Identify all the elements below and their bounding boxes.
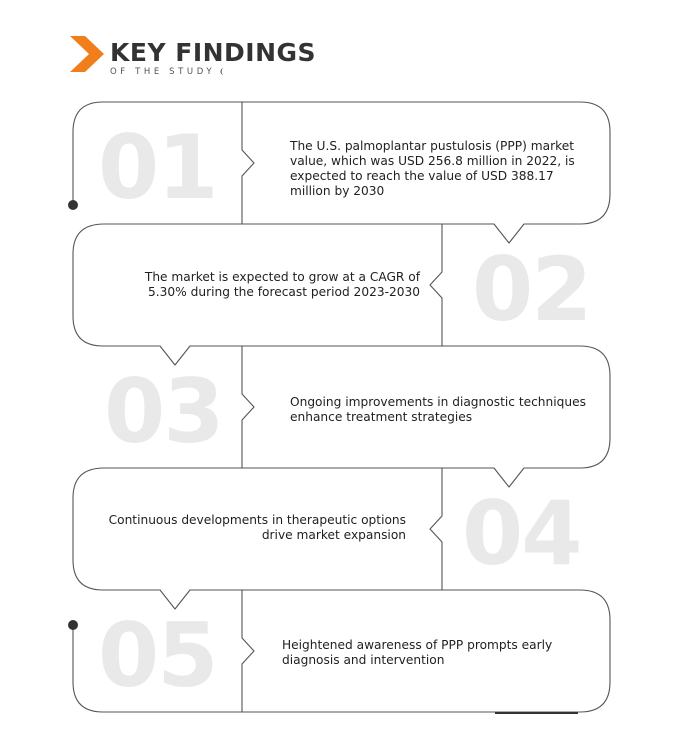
finding-5-text: Heightened awareness of PPP prompts early diagnosis and intervention (282, 638, 553, 667)
finding-4-number: 04 (462, 482, 581, 585)
finding-4-text: Continuous developments in therapeutic options drive market expansion (108, 513, 406, 542)
finding-5-separator (242, 590, 254, 712)
finding-5-number: 05 (98, 604, 217, 707)
page-subtitle: OF THE STUDY (110, 67, 216, 77)
flow-end-dot (68, 620, 78, 630)
finding-1-separator (242, 102, 254, 224)
finding-2-separator (430, 224, 442, 346)
finding-2-number: 02 (472, 238, 591, 341)
finding-3-number: 03 (104, 360, 223, 463)
finding-3-text: Ongoing improvements in diagnostic techniques enhance treatment strategies (290, 395, 586, 424)
finding-2-text: The market is expected to grow at a CAGR of 5.30% during the forecast period 2023-2030 (144, 270, 420, 299)
page-title: KEY FINDINGS (110, 38, 317, 67)
finding-4-separator (430, 468, 442, 590)
finding-1-text: The U.S. palmoplantar pustulosis (PPP) market value, which was USD 256.8 million in 2022, is expected to reach the value of USD 388.17 million by 2030 (290, 139, 575, 198)
finding-1-number: 01 (98, 116, 217, 219)
flow-start-dot (68, 200, 78, 210)
finding-3-separator (242, 346, 254, 468)
